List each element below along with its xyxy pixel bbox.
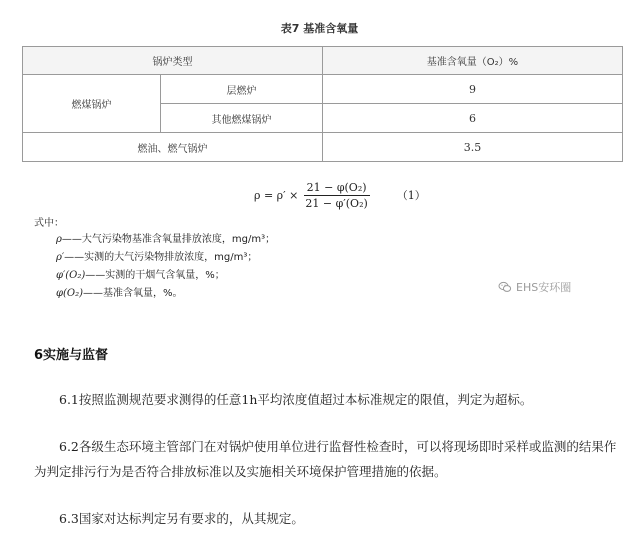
formula-denominator: 21 − φ′(O₂)	[305, 196, 368, 210]
watermark	[498, 279, 571, 295]
subtype-cell: 其他燃煤锅炉	[161, 104, 323, 133]
definition-item	[56, 231, 275, 249]
wechat-icon	[498, 280, 512, 294]
definition-symbol: ρ′	[56, 252, 65, 263]
definition-text: ——实测的大气污染物排放浓度，mg/m³；	[64, 252, 258, 263]
definitions-list	[56, 231, 275, 303]
where-label: 式中：	[34, 218, 64, 229]
subtype-cell: 层燃炉	[161, 75, 323, 104]
value-cell: 6	[323, 104, 623, 133]
watermark-text: EHS安环圈	[516, 281, 572, 294]
paragraph	[34, 387, 626, 412]
oil-gas-boiler: 燃油、燃气锅炉	[23, 133, 323, 162]
header-boiler-type: 锅炉类型	[23, 47, 323, 75]
formula-numerator: 21 − φ(O₂)	[304, 181, 370, 196]
definition-text: ——实测的干烟气含氧量，%；	[85, 270, 225, 281]
formula-fraction	[302, 181, 370, 210]
paragraph-text: 6.1按照监测规范要求测得的任意1h平均浓度值超过本标准规定的限值，判定为超标。	[59, 392, 533, 407]
definition-item	[56, 249, 275, 267]
table-caption: 表7 基准含氧量	[280, 22, 359, 35]
formula	[254, 176, 426, 214]
formula-lhs: ρ = ρ′ ×	[254, 188, 299, 202]
coal-boiler-group: 燃煤锅炉	[23, 75, 161, 133]
section-heading: 6实施与监督	[34, 348, 109, 363]
paragraph	[34, 506, 626, 531]
oxygen-table	[22, 46, 623, 162]
paragraph-text: 6.3国家对达标判定另有要求的，从其规定。	[59, 511, 304, 526]
definition-text: ——基准含氧量，%。	[83, 288, 183, 299]
definition-item	[56, 285, 275, 303]
formula-number: （1）	[396, 189, 426, 202]
value-cell: 9	[323, 75, 623, 104]
definition-symbol: ρ	[56, 234, 62, 245]
definition-symbol: φ′(O₂)	[56, 270, 86, 281]
definition-text: ——大气污染物基准含氧量排放浓度，mg/m³；	[61, 234, 276, 245]
value-cell: 3.5	[323, 133, 623, 162]
paragraph	[34, 434, 626, 484]
definition-symbol: φ(O₂)	[56, 288, 84, 299]
definition-item	[56, 267, 275, 285]
header-oxygen-value: 基准含氧量（O₂）%	[323, 47, 623, 75]
paragraph-text: 6.2各级生态环境主管部门在对锅炉使用单位进行监督性检查时，可以将现场即时采样或监测的结果作为判定排污行为是否符合排放标准以及实施相关环境保护管理措施的依据。	[34, 439, 617, 479]
